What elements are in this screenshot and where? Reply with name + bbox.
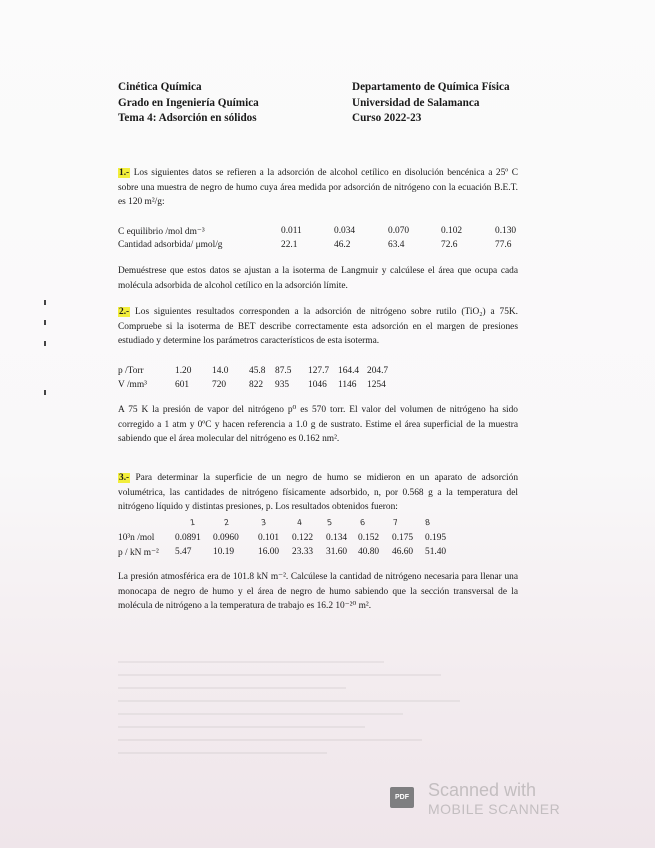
pdf-icon: PDF — [390, 787, 414, 808]
pen-annotation: 1 — [189, 517, 196, 528]
table-cell: 23.33 — [292, 547, 314, 557]
problem-2-statement — [118, 305, 518, 349]
table-cell: 0.011 — [281, 226, 302, 236]
department-name: Departamento de Química Física — [352, 81, 510, 93]
table-cell: 0.130 — [495, 226, 517, 236]
table-cell: 22.1 — [281, 240, 298, 250]
table-cell: 63.4 — [388, 240, 405, 250]
table-row — [118, 378, 397, 392]
problem-3-statement — [118, 471, 518, 515]
edge-mark — [44, 320, 46, 325]
table-cell: 164.4 — [338, 366, 360, 376]
table-cell: 0.195 — [425, 533, 447, 543]
table-cell: 0.0891 — [175, 533, 201, 543]
problem-1-statement — [118, 166, 518, 210]
problem-1-text: Los siguientes datos se refieren a la adsorción de alcohol cetílico en disolución bencénica a 25º C sobre una muestra de negro de humo cuya área medida por adsorción de nitrógeno con la ecuación B.E.T. es 120 m²/g: — [118, 168, 518, 208]
table-cell: 0.102 — [441, 226, 463, 236]
table-cell: 46.60 — [392, 547, 414, 557]
table-cell: 0.101 — [258, 533, 280, 543]
problem-1-number: 1.- — [119, 168, 130, 178]
course-name: Cinética Química — [118, 81, 202, 93]
table-cell: 0.152 — [358, 533, 380, 543]
table-cell: 1.20 — [175, 366, 192, 376]
table-cell: 45.8 — [249, 366, 266, 376]
university-name: Universidad de Salamanca — [352, 96, 480, 109]
table-cell: 204.7 — [367, 366, 389, 376]
scanner-watermark — [390, 780, 590, 820]
row-label: p /Torr — [118, 366, 144, 376]
pen-annotation: 3 — [260, 517, 267, 528]
pen-annotation: 2 — [223, 517, 230, 528]
edge-mark — [44, 341, 46, 346]
table-cell: 31.60 — [326, 547, 348, 557]
table-cell: 0.122 — [292, 533, 314, 543]
table-cell: 0.134 — [326, 533, 348, 543]
table-cell: 5.47 — [175, 547, 192, 557]
table-cell: 10.19 — [213, 547, 235, 557]
problem-2-table — [118, 364, 397, 392]
watermark-line-1: Scanned with — [428, 780, 537, 800]
row-label: C equilibrio /mol dm⁻³ — [118, 226, 205, 237]
table-row — [118, 224, 525, 238]
table-cell: 1254 — [367, 380, 386, 390]
table-cell: 822 — [249, 380, 264, 390]
table-cell: 40.80 — [358, 547, 380, 557]
course-year: Curso 2022-23 — [352, 112, 422, 124]
edge-mark — [44, 390, 46, 395]
pen-annotation: 5 — [326, 517, 333, 528]
table-cell: 1046 — [308, 380, 327, 390]
table-row — [118, 364, 397, 378]
edge-mark — [44, 300, 46, 305]
problem-1-question: Demuéstrese que estos datos se ajustan a la isoterma de Langmuir y calcúlese el área que ocupa cada molécula adsorbida de alcohol cetílico en la adsorción límite. — [118, 266, 518, 291]
table-row — [118, 238, 525, 252]
pen-annotation: 6 — [359, 517, 366, 528]
table-cell: 16.00 — [258, 547, 280, 557]
table-cell: 0.034 — [334, 226, 356, 236]
table-row — [118, 545, 455, 559]
row-label: p / kN m⁻² — [118, 547, 159, 558]
department-header — [352, 80, 510, 127]
problem-2-question: A 75 K la presión de vapor del nitrógeno p⁰ es 570 torr. El valor del volumen de nitrógeno ha sido corregido a 1 atm y 0ºC y hacen referencia a 1.0 g de sustrato. Estime el área superficial de la muestra sabiendo que el área molecular del nitrógeno es 0.162 nm². — [118, 405, 518, 445]
table-cell: 1146 — [338, 380, 357, 390]
problem-3-table — [118, 531, 455, 559]
table-cell: 0.070 — [388, 226, 410, 236]
table-cell: 0.175 — [392, 533, 414, 543]
table-cell: 601 — [175, 380, 190, 390]
row-label: 10³n /mol — [118, 533, 155, 543]
table-cell: 935 — [275, 380, 290, 390]
table-cell: 51.40 — [425, 547, 447, 557]
degree-name: Grado en Ingeniería Química — [118, 96, 259, 109]
problem-1-table — [118, 224, 525, 252]
table-cell: 14.0 — [212, 366, 229, 376]
pen-annotation: 4 — [296, 517, 303, 528]
problem-3-question: La presión atmosférica era de 101.8 kN m⁻². Calcúlese la cantidad de nitrógeno necesaria para llenar una monocapa de negro de humo y el área de negro de humo sabiendo que la sección transversal de la molécula de nitrógeno a la temperatura de trabajo es 16.2 10⁻²⁰ m². — [118, 572, 518, 612]
problem-3-number: 3.- — [119, 473, 130, 483]
table-cell: 77.6 — [495, 240, 512, 250]
problem-3-text: Para determinar la superficie de un negro de humo se midieron en un aparato de adsorción volumétrica, las cantidades de nitrógeno físicamente adsorbido, n, por 0.568 g a la temperatura del nitrógeno líquido y distintas presiones, p. Los resultados obtenidos fueron: — [118, 473, 519, 513]
topic-name: Tema 4: Adsorción en sólidos — [118, 112, 257, 124]
table-cell: 46.2 — [334, 240, 351, 250]
problem-2-number: 2.- — [119, 307, 130, 317]
table-cell: 720 — [212, 380, 227, 390]
table-cell: 127.7 — [308, 366, 330, 376]
pen-annotation: 7 — [392, 517, 399, 528]
row-label: V /mm³ — [118, 380, 147, 390]
table-cell: 0.0960 — [213, 533, 239, 543]
course-header — [118, 80, 259, 127]
bleed-through-text — [118, 650, 498, 800]
watermark-line-2: MOBILE SCANNER — [428, 801, 561, 817]
problem-2-text: Los siguientes resultados corresponden a la adsorción de nitrógeno sobre rutilo (TiO₂) a 75K. Compruebe si la isoterma de BET describe correctamente esta adsorción en el margen de presiones estudiado y determine los parámetros característicos de esta isoterma. — [118, 307, 519, 347]
row-label: Cantidad adsorbida/ μmol/g — [118, 240, 223, 250]
table-row — [118, 531, 455, 545]
table-cell: 87.5 — [275, 366, 292, 376]
table-cell: 72.6 — [441, 240, 458, 250]
pen-annotation: 8 — [424, 517, 431, 528]
